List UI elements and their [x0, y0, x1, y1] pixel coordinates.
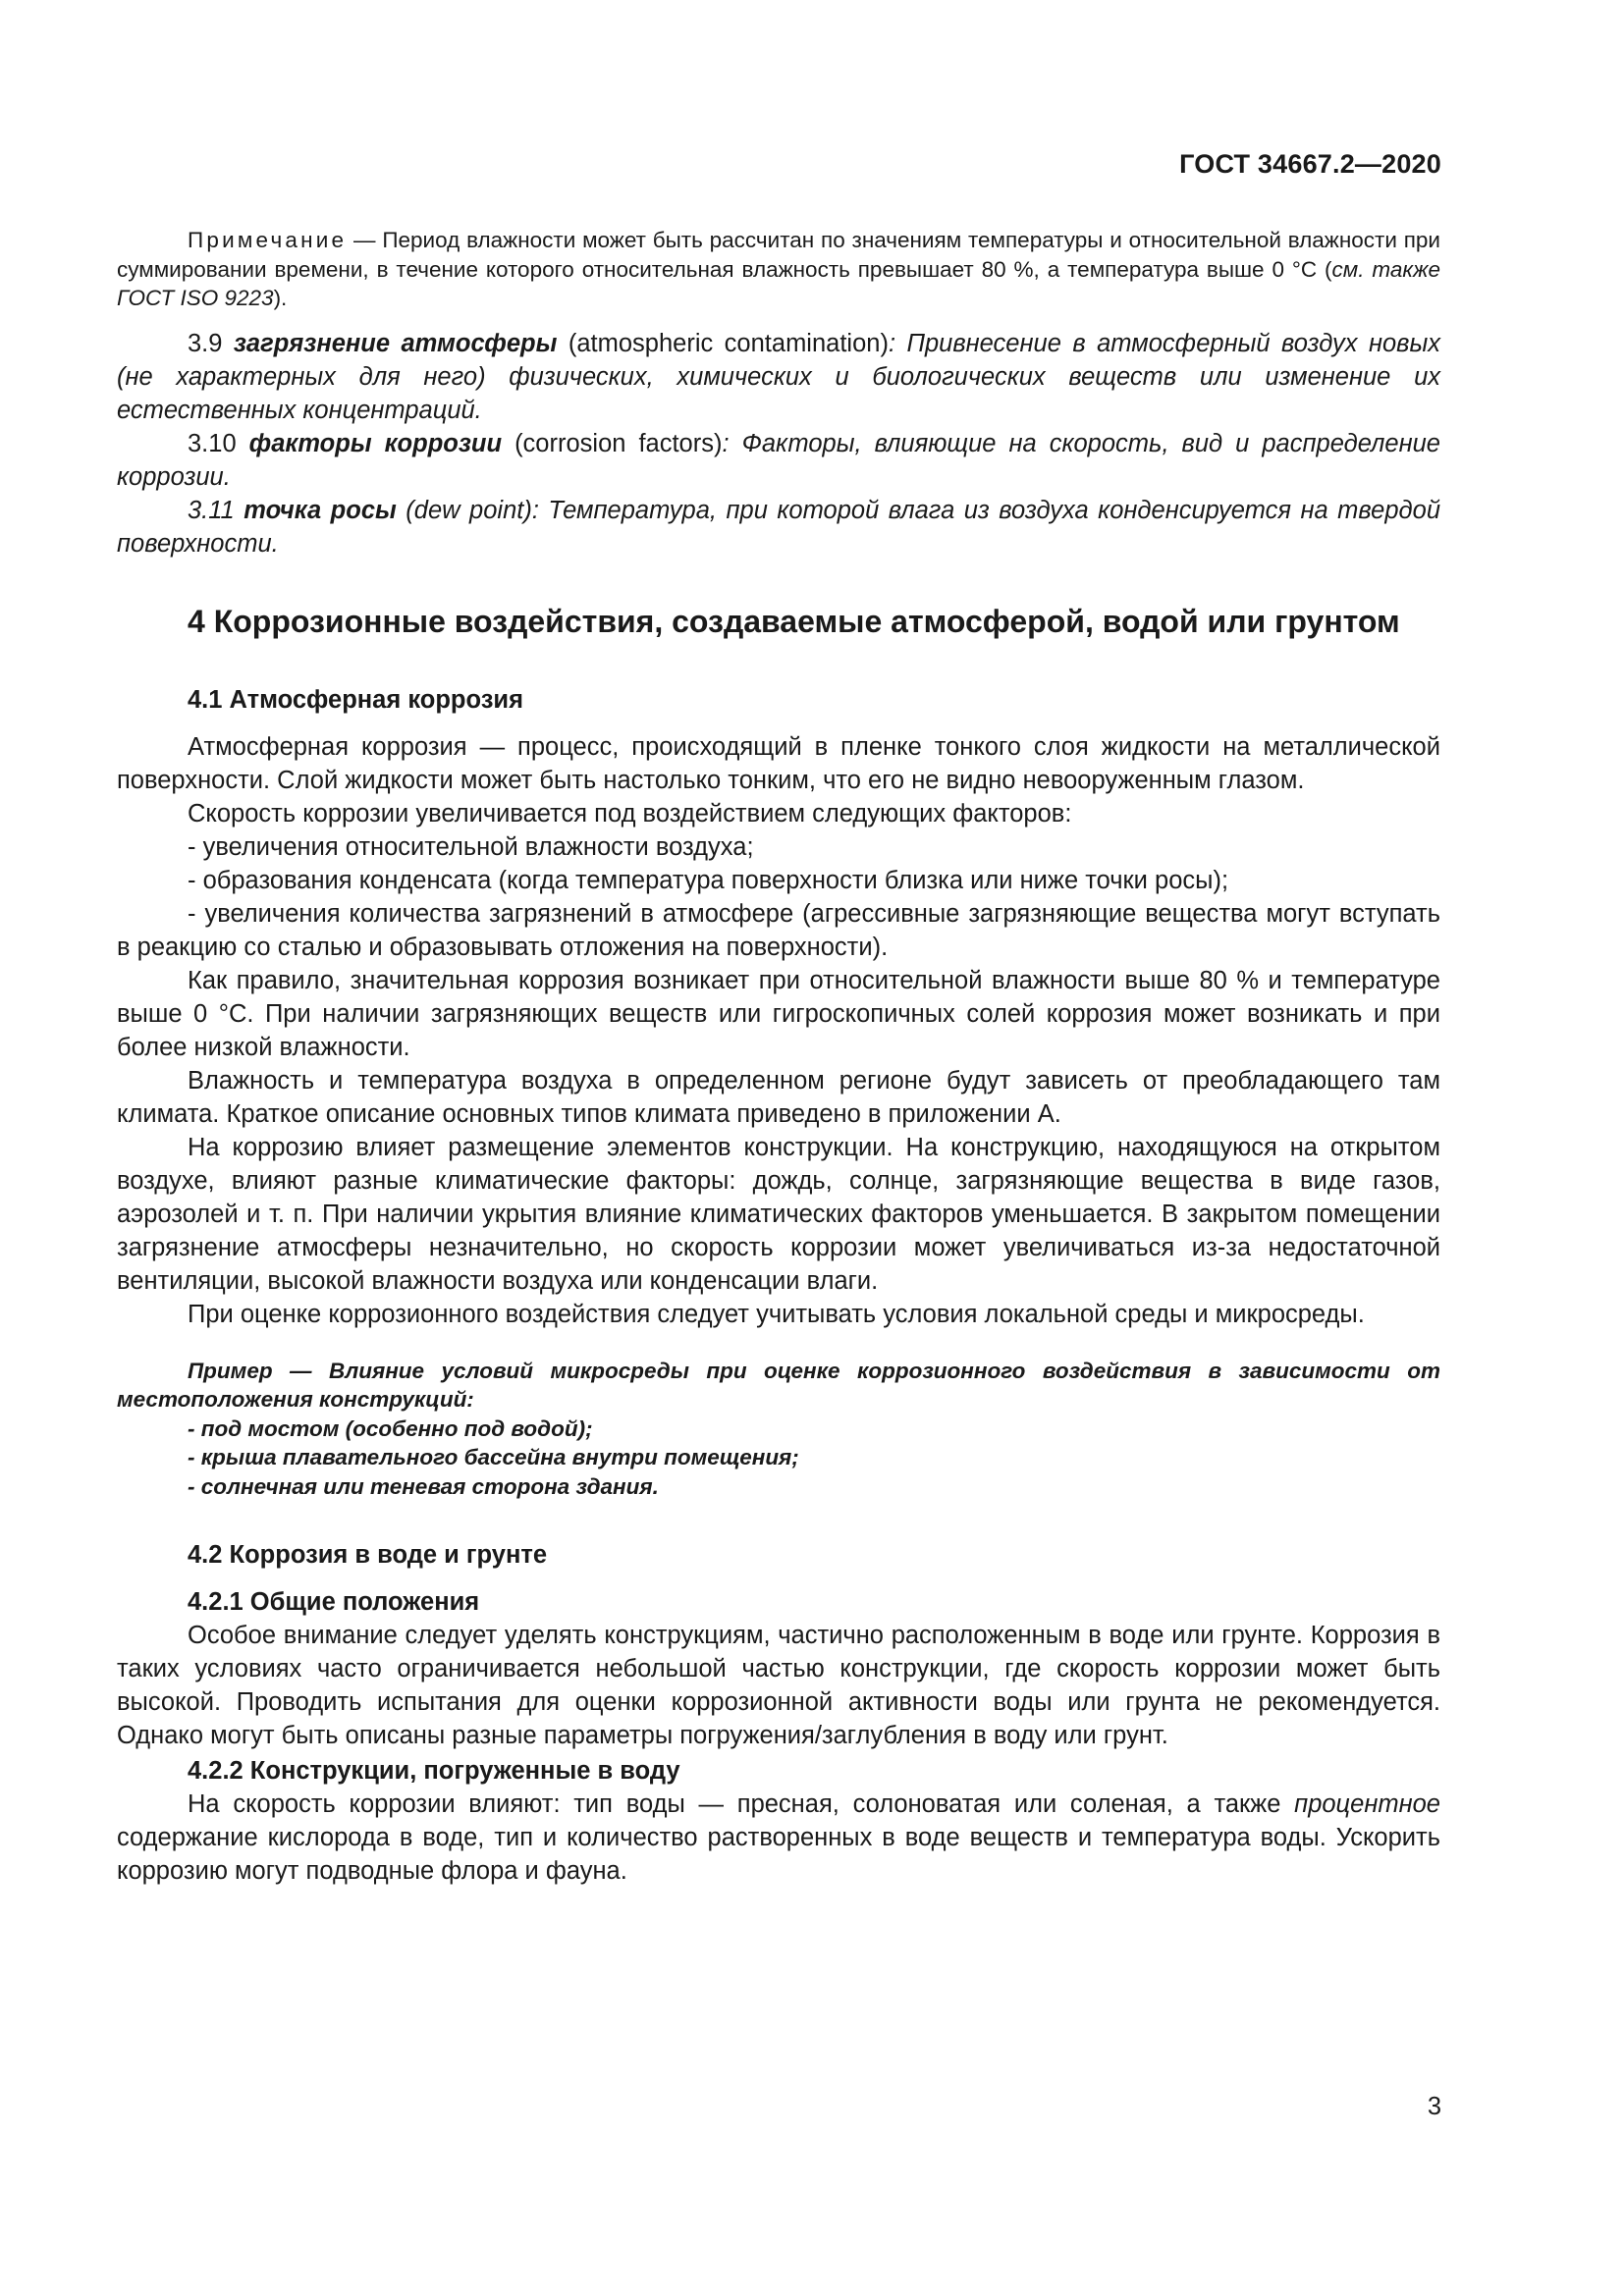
example-lead: Пример — Влияние условий микросреды при оценке коррозионного воздействия в зависимости от местоположения конструкций:	[117, 1358, 1440, 1412]
document-header: ГОСТ 34667.2—2020	[1179, 149, 1441, 179]
term-english: (dew point)	[406, 496, 532, 524]
paragraph-text: содержание кислорода в воде, тип и количество растворенных в воде веществ и температура воды. Ускорить коррозию могут подводные флора и фауна.	[117, 1824, 1440, 1885]
example-item: - крыша плавательного бассейна внутри помещения;	[188, 1445, 799, 1469]
term-definition: : Факторы, влияющие на скорость, вид и распределение коррозии.	[117, 429, 1440, 491]
paragraph-italic: процентное	[1294, 1790, 1440, 1818]
paragraph: Атмосферная коррозия — процесс, происходящий в пленке тонкого слоя жидкости на металлической поверхности. Слой жидкости может быть настолько тонким, что его не видно невооруженным глазом.	[117, 732, 1440, 794]
note-label: Примечание	[188, 228, 348, 252]
paragraph: Особое внимание следует уделять конструкциям, частично расположенным в воде или грунте. Коррозия в таких условиях часто ограничивается небольшой частью конструкции, где скорость коррозии может быть высокой. Проводить испытания для оценки коррозионной активности воды или грунта не рекомендуется. Однако могут быть описаны разные параметры погружения/заглубления в воду или грунт.	[117, 1622, 1440, 1749]
section-4-heading: 4 Коррозионные воздействия, создаваемые атмосферой, водой или грунтом	[188, 603, 1400, 639]
term-number: 3.9	[188, 329, 223, 357]
term-definition: : Температура, при которой влага из воздуха конденсируется на твердой поверхности.	[117, 496, 1440, 558]
paragraph: Как правило, значительная коррозия возникает при относительной влажности выше 80 % и температуре выше 0 °С. При наличии загрязняющих веществ или гигроскопичных солей коррозия может возникать и при более низкой влажности.	[117, 966, 1440, 1061]
term-number: 3.11	[188, 496, 235, 524]
term-name: загрязнение атмосферы	[233, 329, 558, 357]
paragraph	[117, 1788, 1440, 1888]
section-4-1-heading: 4.1 Атмосферная коррозия	[188, 685, 523, 714]
example-block	[117, 1357, 1440, 1502]
term-3-11	[117, 494, 1440, 561]
note-reference: см. также ГОСТ ISO 9223	[117, 256, 1440, 310]
section-4-2-2-heading: 4.2.2 Конструкции, погруженные в воду	[188, 1757, 680, 1785]
paragraph: Скорость коррозии увеличивается под воздействием следующих факторов:	[188, 799, 1072, 828]
section-4-2-heading: 4.2 Коррозия в воде и грунте	[188, 1541, 548, 1569]
paragraph: Влажность и температура воздуха в определенном регионе будут зависеть от преобладающего там климата. Краткое описание основных типов климата приведено в приложении А.	[117, 1066, 1440, 1128]
term-name: точка росы	[244, 496, 397, 524]
list-item: - увеличения количества загрязнений в атмосфере (агрессивные загрязняющие вещества могут вступать в реакцию со сталью и образовывать отложения на поверхности).	[117, 899, 1440, 961]
page-content	[117, 226, 1440, 1888]
example-item: - солнечная или теневая сторона здания.	[188, 1473, 659, 1499]
term-3-10	[117, 427, 1440, 494]
paragraph: На коррозию влияет размещение элементов конструкции. На конструкцию, находящуюся на открытом воздухе, влияют разные климатические факторы: дождь, солнце, загрязняющие вещества в виде газов, аэрозолей и т. п. При наличии укрытия влияние климатических факторов уменьшается. В закрытом помещении загрязнение атмосферы незначительно, но скорость коррозии может увеличиваться из-за недостаточной вентиляции, высокой влажности воздуха или конденсации влаги.	[117, 1133, 1440, 1295]
term-3-9	[117, 327, 1440, 427]
paragraph: При оценке коррозионного воздействия следует учитывать условия локальной среды и микросреды.	[188, 1300, 1365, 1328]
note-text: — Период влажности может быть рассчитан по значениям температуры и относительной влажности при суммировании времени, в течение которого относительная влажность превышает 80 %, а температура выше 0 °С (	[117, 228, 1440, 282]
list-item: - образования конденсата (когда температура поверхности близка или ниже точки росы);	[188, 866, 1229, 894]
page-number: 3	[1427, 2093, 1441, 2120]
list-item: - увеличения относительной влажности воздуха;	[188, 832, 754, 861]
term-definition: : Привнесение в атмосферный воздух новых (не характерных для него) физических, химических и биологических веществ или изменение их естественных концентраций.	[117, 329, 1441, 424]
term-english: (atmospheric contamination)	[568, 329, 889, 357]
term-number: 3.10	[188, 429, 237, 457]
note-text-end: ).	[273, 286, 288, 310]
note-paragraph	[117, 226, 1440, 313]
term-name: факторы коррозии	[248, 429, 503, 457]
example-item: - под мостом (особенно под водой);	[188, 1415, 593, 1441]
term-english: (corrosion factors)	[514, 429, 723, 457]
section-4-2-1-heading: 4.2.1 Общие положения	[188, 1588, 480, 1616]
paragraph-text: На скорость коррозии влияют: тип воды — пресная, солоноватая или соленая, а также	[188, 1790, 1295, 1818]
